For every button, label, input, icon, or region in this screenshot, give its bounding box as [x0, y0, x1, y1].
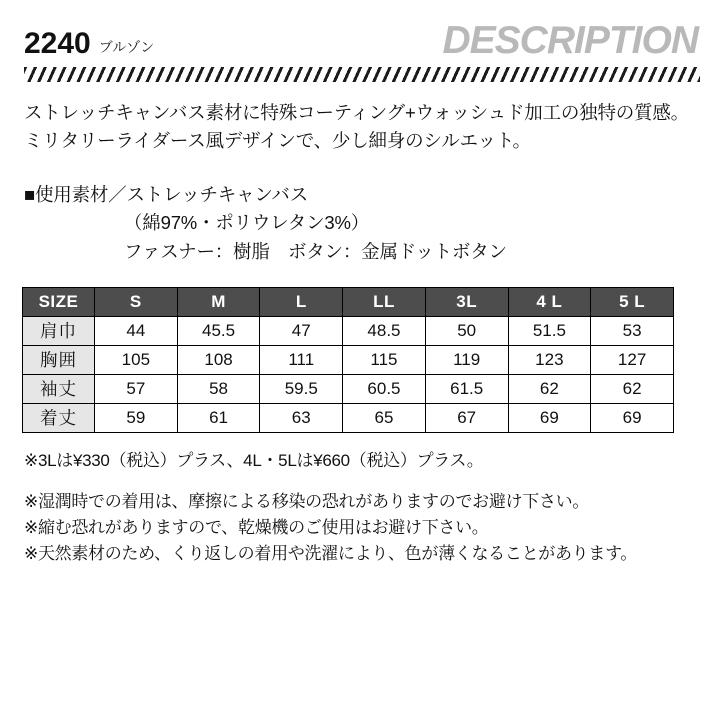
table-cell: 51.5 [508, 316, 591, 345]
table-cell: 60.5 [343, 374, 426, 403]
care-note-3: ※天然素材のため、くり返しの着用や洗濯により、色が薄くなることがあります。 [24, 544, 638, 564]
table-row [23, 374, 674, 403]
hatched-divider [24, 67, 700, 82]
table-header-cell: M [177, 287, 260, 316]
product-identity [24, 29, 154, 59]
table-header-cell: LL [343, 287, 426, 316]
row-label: 胸囲 [23, 345, 95, 374]
section-title: DESCRIPTION [442, 19, 698, 62]
price-note: ※3Lは¥330（税込）プラス、4L・5Lは¥660（税込）プラス。 [24, 450, 484, 470]
materials-block [24, 181, 702, 267]
table-cell: 63 [260, 403, 343, 432]
intro-paragraph [24, 99, 702, 155]
care-note-2: ※縮む恐れがありますので、乾燥機のご使用はお避け下さい。 [24, 517, 489, 537]
page-header [18, 0, 702, 62]
table-cell: 119 [425, 345, 508, 374]
table-header-cell: 4 L [508, 287, 591, 316]
table-header-cell: SIZE [23, 287, 95, 316]
table-cell: 105 [95, 345, 178, 374]
care-notes [24, 489, 702, 568]
table-row [23, 316, 674, 345]
table-cell: 127 [591, 345, 674, 374]
table-cell: 62 [591, 374, 674, 403]
table-header-cell: 5 L [591, 287, 674, 316]
intro-line-2: ミリタリーライダース風デザインで、少し細身のシルエット。 [24, 129, 531, 151]
table-cell: 123 [508, 345, 591, 374]
materials-line-1: ■使用素材／ストレッチキャンバス [24, 183, 308, 205]
table-cell: 67 [425, 403, 508, 432]
table-cell: 48.5 [343, 316, 426, 345]
table-row [23, 403, 674, 432]
table-cell: 57 [95, 374, 178, 403]
table-cell: 45.5 [177, 316, 260, 345]
materials-line-3: ファスナー：樹脂 ボタン：金属ドットボタン [124, 240, 507, 262]
size-table-wrapper [22, 287, 698, 433]
table-cell: 47 [260, 316, 343, 345]
table-cell: 108 [177, 345, 260, 374]
table-header-cell: 3L [425, 287, 508, 316]
materials-line-2: （綿97%・ポリウレタン3%） [124, 212, 370, 234]
table-cell: 58 [177, 374, 260, 403]
table-row [23, 345, 674, 374]
table-cell: 50 [425, 316, 508, 345]
table-cell: 69 [508, 403, 591, 432]
table-cell: 44 [95, 316, 178, 345]
model-name: ブルゾン [98, 39, 155, 56]
table-cell: 65 [343, 403, 426, 432]
table-cell: 59 [95, 403, 178, 432]
table-header-row [23, 287, 674, 316]
row-label: 肩巾 [23, 316, 95, 345]
intro-line-1: ストレッチキャンバス素材に特殊コーティング+ウォッシュド加工の独特の質感。 [24, 102, 689, 124]
care-note-1: ※湿潤時での着用は、摩擦による移染の恐れがありますのでお避け下さい。 [24, 491, 590, 511]
row-label: 着丈 [23, 403, 95, 432]
size-table [22, 287, 674, 433]
table-cell: 53 [591, 316, 674, 345]
table-cell: 61 [177, 403, 260, 432]
table-cell: 115 [343, 345, 426, 374]
table-cell: 61.5 [425, 374, 508, 403]
table-cell: 111 [260, 345, 343, 374]
table-cell: 69 [591, 403, 674, 432]
table-header-cell: L [260, 287, 343, 316]
table-header-cell: S [95, 287, 178, 316]
row-label: 袖丈 [23, 374, 95, 403]
table-cell: 59.5 [260, 374, 343, 403]
table-cell: 62 [508, 374, 591, 403]
model-number: 2240 [24, 27, 91, 61]
